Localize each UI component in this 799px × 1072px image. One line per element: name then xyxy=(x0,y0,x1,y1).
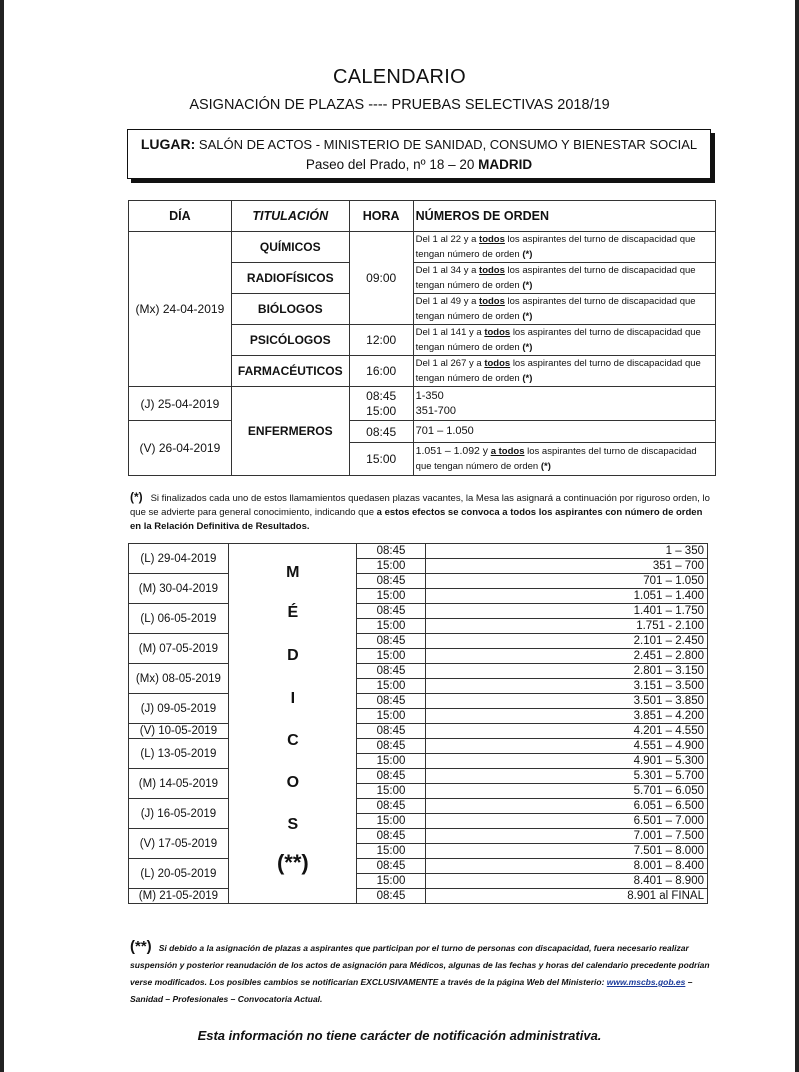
medicos-hour: 08:45 xyxy=(356,739,426,754)
medicos-day: (M) 21-05-2019 xyxy=(129,889,229,904)
medicos-day: (V) 17-05-2019 xyxy=(129,829,229,859)
header-hora: HORA xyxy=(349,201,413,232)
table-row xyxy=(129,859,708,874)
day-cell: (J) 25-04-2019 xyxy=(129,387,232,421)
medicos-hour: 08:45 xyxy=(356,724,426,739)
orden-cell xyxy=(413,443,715,476)
medicos-hour: 15:00 xyxy=(356,784,426,799)
medicos-day: (L) 29-04-2019 xyxy=(129,544,229,574)
hora-cell: 09:00 xyxy=(349,232,413,325)
table-row xyxy=(129,799,708,814)
medicos-hour: 08:45 xyxy=(356,829,426,844)
orden-cell xyxy=(413,325,715,356)
orden-cell xyxy=(413,294,715,325)
medicos-letter: S xyxy=(287,816,299,833)
medicos-hour: 15:00 xyxy=(356,619,426,634)
medicos-orden: 4.551 – 4.900 xyxy=(426,739,708,754)
medicos-orden: 5.301 – 5.700 xyxy=(426,769,708,784)
medicos-orden: 3.501 – 3.850 xyxy=(426,694,708,709)
orden-pre: Del 1 al 141 y a xyxy=(415,327,482,338)
medicos-day: (J) 09-05-2019 xyxy=(129,694,229,724)
medicos-hour: 08:45 xyxy=(356,769,426,784)
day-cell: (Mx) 24-04-2019 xyxy=(129,232,232,387)
medicos-orden: 3.851 – 4.200 xyxy=(426,709,708,724)
footer-disclaimer: Esta información no tiene carácter de notificación administrativa. xyxy=(197,1028,602,1043)
note2-text: Si debido a la asignación de plazas a aspirantes que participan por el turno de personas con discapacidad, fuera necesario realizar suspensión y posterior reanudación de los actos de asignación para Médicos, algunas de las fechas y horas del calendario precedente podrían verse modificados. Los posibles cambios se notificarían EXCLUSIVAMENTE a través de la página Web del Ministerio: xyxy=(130,943,710,987)
schedule-table xyxy=(128,200,716,476)
medicos-orden: 8.001 – 8.400 xyxy=(426,859,708,874)
orden-line: 351-700 xyxy=(415,404,457,417)
medicos-orden: 2.451 – 2.800 xyxy=(426,649,708,664)
orden-line: 1-350 xyxy=(415,389,444,402)
medicos-hour: 15:00 xyxy=(356,649,426,664)
titulacion-cell: RADIOFÍSICOS xyxy=(231,263,349,294)
ministry-link[interactable]: www.mscbs.gob.es xyxy=(606,977,686,987)
orden-star: (*) xyxy=(522,373,533,384)
titulacion-cell: PSICÓLOGOS xyxy=(231,325,349,356)
orden-todos: todos xyxy=(479,265,505,276)
table-row xyxy=(129,694,708,709)
medicos-orden: 701 – 1.050 xyxy=(426,574,708,589)
lugar-address-line xyxy=(128,155,710,175)
orden-pre: Del 1 al 22 y a xyxy=(415,234,477,245)
medicos-hour: 15:00 xyxy=(356,709,426,724)
medicos-orden: 2.801 – 3.150 xyxy=(426,664,708,679)
hora-cell: 12:00 xyxy=(349,325,413,356)
hora-cell: 15:00 xyxy=(349,443,413,476)
table-row xyxy=(129,769,708,784)
orden-post: los aspirantes del turno de discapacidad que tengan número de orden xyxy=(415,234,696,260)
table-row xyxy=(129,604,708,619)
medicos-hour: 08:45 xyxy=(356,799,426,814)
medicos-orden: 2.101 – 2.450 xyxy=(426,634,708,649)
medicos-orden: 8.901 al FINAL xyxy=(426,889,708,904)
lugar-label: LUGAR: xyxy=(140,136,196,152)
table-row xyxy=(129,421,716,443)
table-row xyxy=(129,829,708,844)
medicos-table xyxy=(128,543,708,904)
medicos-day: (M) 30-04-2019 xyxy=(129,574,229,604)
lugar-place: SALÓN DE ACTOS - MINISTERIO DE SANIDAD, CONSUMO Y BIENESTAR SOCIAL xyxy=(198,137,698,152)
orden-todos: todos xyxy=(479,234,505,245)
medicos-label-cell xyxy=(228,544,356,904)
medicos-day: (V) 10-05-2019 xyxy=(129,724,229,739)
hora-line: 08:45 xyxy=(366,388,397,403)
orden-pre: Del 1 al 34 y a xyxy=(415,265,477,276)
medicos-orden: 4.901 – 5.300 xyxy=(426,754,708,769)
page-subtitle: ASIGNACIÓN DE PLAZAS ---- PRUEBAS SELECTIVAS 2018/19 xyxy=(189,97,610,113)
medicos-day: (L) 13-05-2019 xyxy=(129,739,229,769)
table-row xyxy=(129,634,708,649)
medicos-day: (L) 20-05-2019 xyxy=(129,859,229,889)
schedule-header-row xyxy=(129,201,716,232)
medicos-orden: 4.201 – 4.550 xyxy=(426,724,708,739)
medicos-hour: 08:45 xyxy=(356,664,426,679)
lugar-box xyxy=(127,129,711,179)
medicos-hour: 15:00 xyxy=(356,559,426,574)
medicos-letter: C xyxy=(287,732,299,749)
hora-line: 15:00 xyxy=(366,403,397,418)
orden-post: los aspirantes del turno de discapacidad que tengan número de orden xyxy=(415,296,696,322)
orden-star: (*) xyxy=(522,280,533,291)
medicos-day: (M) 07-05-2019 xyxy=(129,634,229,664)
titulacion-cell: FARMACÉUTICOS xyxy=(231,356,349,387)
hora-cell: 08:45 xyxy=(349,421,413,443)
medicos-hour: 15:00 xyxy=(356,679,426,694)
orden-todos: todos xyxy=(484,358,511,369)
orden-todos: todos xyxy=(479,296,505,307)
header-titulacion: TITULACIÓN xyxy=(231,201,349,232)
medicos-hour: 08:45 xyxy=(356,604,426,619)
orden-cell xyxy=(413,263,715,294)
table-row xyxy=(129,889,708,904)
orden-post: los aspirantes del turno de discapacidad que tengan número de orden xyxy=(415,327,701,353)
medicos-letter: D xyxy=(287,647,299,664)
titulacion-cell: ENFERMEROS xyxy=(231,387,349,476)
orden-cell xyxy=(413,356,715,387)
orden-todos: a todos xyxy=(490,446,525,457)
orden-post: los aspirantes del turno de discapacidad que tengan número de orden xyxy=(415,358,701,384)
orden-cell xyxy=(413,387,715,421)
table-row xyxy=(129,664,708,679)
note-star: (*) xyxy=(130,490,143,504)
medicos-day: (J) 16-05-2019 xyxy=(129,799,229,829)
medicos-day: (M) 14-05-2019 xyxy=(129,769,229,799)
orden-star: (*) xyxy=(522,342,533,353)
table-row xyxy=(129,739,708,754)
orden-pre: Del 1 al 267 y a xyxy=(415,358,482,369)
medicos-hour: 15:00 xyxy=(356,754,426,769)
orden-cell xyxy=(413,232,715,263)
medicos-letter: O xyxy=(286,774,300,791)
medicos-orden: 3.151 – 3.500 xyxy=(426,679,708,694)
medicos-hour: 15:00 xyxy=(356,814,426,829)
orden-post: los aspirantes del turno de discapacidad que tengan número de orden xyxy=(415,446,697,472)
orden-star: (*) xyxy=(522,311,533,322)
medicos-mark: (**) xyxy=(276,850,309,875)
note-text: Si finalizados cada uno de estos llamamientos quedasen plazas vacantes, la Mesa las asignará a continuación por riguroso orden, lo que se advierte para general conocimiento, indicando que xyxy=(130,493,710,518)
titulacion-cell: QUÍMICOS xyxy=(231,232,349,263)
note-discapacidad xyxy=(130,490,715,534)
note2-mark: (**) xyxy=(130,938,152,955)
medicos-hour: 08:45 xyxy=(356,694,426,709)
medicos-hour: 08:45 xyxy=(356,889,426,904)
lugar-city: MADRID xyxy=(478,157,533,172)
table-row xyxy=(129,232,716,263)
table-row xyxy=(129,387,716,421)
medicos-letter: I xyxy=(290,690,296,707)
medicos-hour: 15:00 xyxy=(356,589,426,604)
medicos-orden: 5.701 – 6.050 xyxy=(426,784,708,799)
medicos-hour: 15:00 xyxy=(356,844,426,859)
medicos-orden: 351 – 700 xyxy=(426,559,708,574)
orden-pre: 1.051 – 1.092 y xyxy=(415,445,489,457)
medicos-hour: 08:45 xyxy=(356,634,426,649)
medicos-orden: 8.401 – 8.900 xyxy=(426,874,708,889)
page-title: CALENDARIO xyxy=(332,66,467,88)
medicos-orden: 6.501 – 7.000 xyxy=(426,814,708,829)
titulacion-cell: BIÓLOGOS xyxy=(231,294,349,325)
orden-todos: todos xyxy=(484,327,511,338)
note2-tail: – Sanidad – Profesionales – Convocatoria Actual. xyxy=(130,977,693,1004)
hora-cell xyxy=(349,387,413,421)
medicos-day: (Mx) 08-05-2019 xyxy=(129,664,229,694)
hora-cell: 16:00 xyxy=(349,356,413,387)
medicos-letter: M xyxy=(286,564,300,581)
medicos-orden: 7.501 – 8.000 xyxy=(426,844,708,859)
note-medicos xyxy=(130,938,715,1008)
medicos-letter: É xyxy=(287,604,299,621)
medicos-orden: 1.401 – 1.750 xyxy=(426,604,708,619)
medicos-day: (L) 06-05-2019 xyxy=(129,604,229,634)
medicos-orden: 1.751 - 2.100 xyxy=(426,619,708,634)
orden-star: (*) xyxy=(522,249,533,260)
medicos-orden: 6.051 – 6.500 xyxy=(426,799,708,814)
medicos-hour: 08:45 xyxy=(356,574,426,589)
medicos-orden: 7.001 – 7.500 xyxy=(426,829,708,844)
medicos-orden: 1 – 350 xyxy=(426,544,708,559)
lugar-line xyxy=(128,134,710,155)
medicos-hour: 08:45 xyxy=(356,859,426,874)
orden-star: (*) xyxy=(540,461,551,472)
lugar-address: Paseo del Prado, nº 18 – 20 xyxy=(305,157,475,172)
table-row xyxy=(129,574,708,589)
medicos-orden: 1.051 – 1.400 xyxy=(426,589,708,604)
table-row xyxy=(129,724,708,739)
medicos-hour: 08:45 xyxy=(356,544,426,559)
medicos-hour: 15:00 xyxy=(356,874,426,889)
table-row xyxy=(129,544,708,559)
day-cell: (V) 26-04-2019 xyxy=(129,421,232,476)
header-dia: DÍA xyxy=(129,201,232,232)
orden-pre: Del 1 al 49 y a xyxy=(415,296,477,307)
note-bold: a estos efectos se convoca a todos los aspirantes con número de orden en la Relación Definitiva de Resultados. xyxy=(130,507,703,532)
orden-post: los aspirantes del turno de discapacidad que tengan número de orden xyxy=(415,265,696,291)
orden-cell: 701 – 1.050 xyxy=(413,421,715,443)
header-orden: NÚMEROS DE ORDEN xyxy=(413,201,715,232)
